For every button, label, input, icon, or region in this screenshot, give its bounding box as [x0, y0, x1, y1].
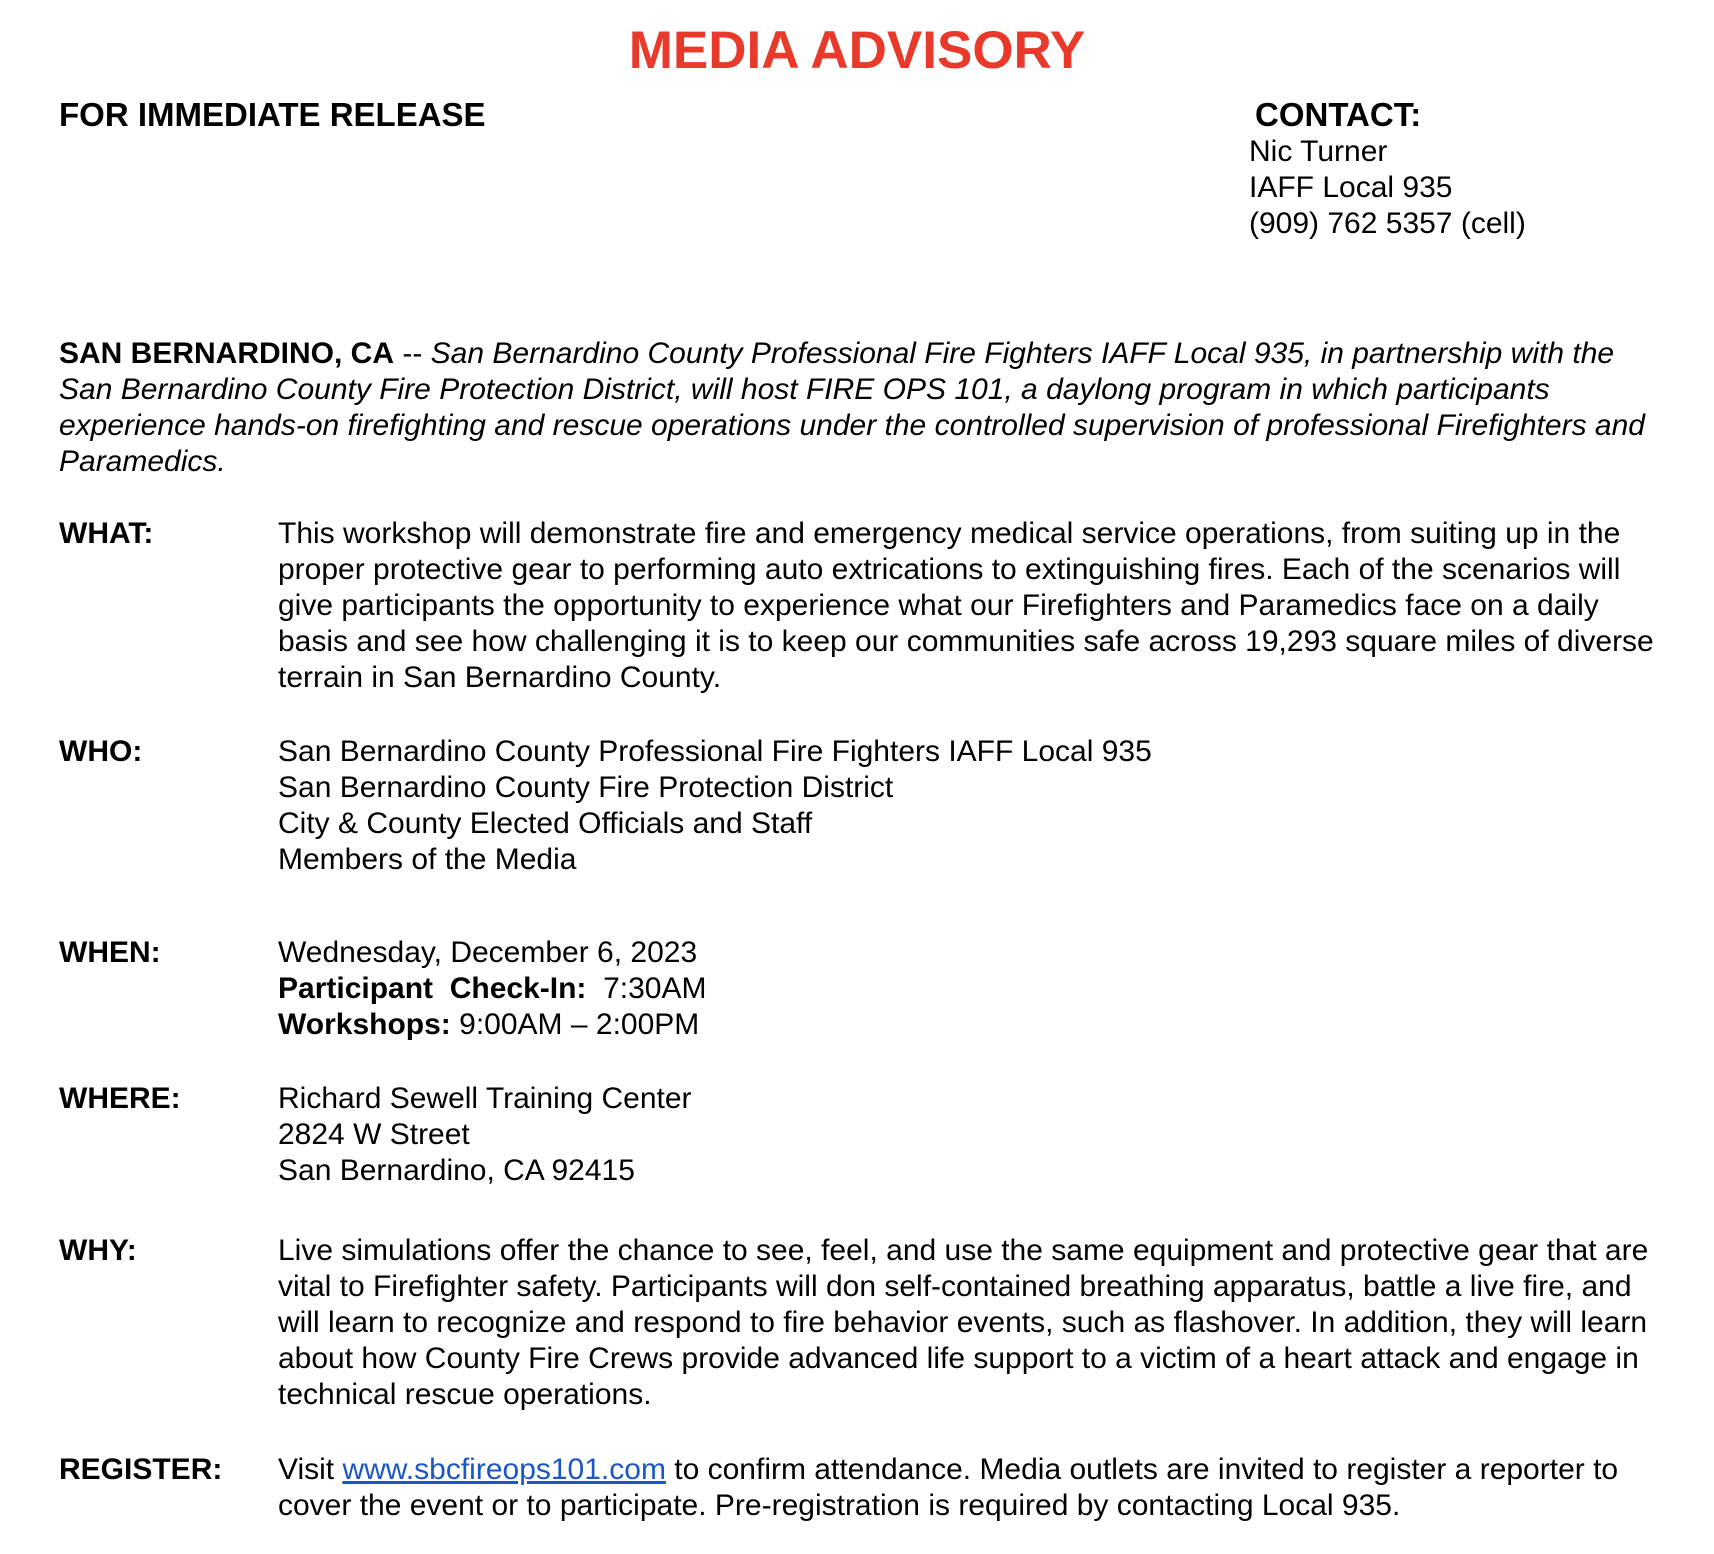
what-section [59, 516, 1669, 696]
checkin-time: 7:30AM [603, 972, 707, 1005]
contact-phone: (909) 762 5357 (cell) [1249, 207, 1526, 240]
contact-name: Nic Turner [1249, 135, 1388, 168]
what-label: WHAT: [59, 517, 154, 550]
who-line: San Bernardino County Professional Fire Fighters IAFF Local 935 [278, 735, 1152, 768]
why-text: Live simulations offer the chance to see, feel, and use the same equipment and protective gear that are vital to Firefighter safety. Participants will don self-contained breathing apparatus, battle a live fire, and will learn to recognize and respond to fire behavior events, such as flashover. In addition, they will learn about how County Fire Crews provide advanced life support to a victim of a heart attack and engage in technical rescue operations. [278, 1234, 1649, 1411]
checkin-label: Participant Check-In: [278, 972, 587, 1005]
contact-org: IAFF Local 935 [1249, 171, 1453, 204]
venue-name: Richard Sewell Training Center [278, 1082, 692, 1115]
contact-block [1249, 98, 1526, 242]
register-prefix: Visit [278, 1453, 343, 1486]
why-label: WHY: [59, 1234, 137, 1267]
where-label: WHERE: [59, 1082, 181, 1115]
workshops-label: Workshops: [278, 1008, 451, 1041]
register-section [59, 1452, 1669, 1524]
who-section [59, 734, 1669, 878]
lead-paragraph [59, 336, 1669, 480]
release-label: FOR IMMEDIATE RELEASE [59, 96, 486, 133]
who-label: WHO: [59, 735, 143, 768]
register-label: REGISTER: [59, 1453, 223, 1486]
register-text [278, 1452, 1669, 1524]
when-label: WHEN: [59, 936, 161, 969]
who-line: Members of the Media [278, 843, 577, 876]
event-date: Wednesday, December 6, 2023 [278, 936, 698, 969]
workshops-time: 9:00AM – 2:00PM [459, 1008, 700, 1041]
when-section [59, 935, 1669, 1043]
dateline-separator: -- [394, 337, 431, 370]
page-title: MEDIA ADVISORY [628, 21, 1086, 80]
registration-link[interactable]: www.sbcfireops101.com [342, 1453, 666, 1486]
venue-city: San Bernardino, CA 92415 [278, 1154, 635, 1187]
who-line: City & County Elected Officials and Staff [278, 807, 813, 840]
where-section [59, 1081, 1669, 1189]
why-section [59, 1233, 1669, 1413]
register-suffix: to confirm attendance. Media outlets are invited to register a reporter to cover the event or to participate. Pre-registration is required by contacting Local 935. [278, 1453, 1627, 1522]
venue-street: 2824 W Street [278, 1118, 470, 1151]
who-line: San Bernardino County Fire Protection District [278, 771, 894, 804]
lead-text: San Bernardino County Professional Fire Fighters IAFF Local 935, in partnership with the San Bernardino County Fire Protection District, will host FIRE OPS 101, a daylong program in which participants experience hands-on firefighting and rescue operations under the controlled supervision of professional Firefighters and Paramedics. [59, 337, 1645, 478]
contact-label: CONTACT: [1255, 96, 1422, 133]
what-text: This workshop will demonstrate fire and emergency medical service operations, from suiting up in the proper protective gear to performing auto extrications to extinguishing fires. Each of the scenarios will give participants the opportunity to experience what our Firefighters and Paramedics face on a daily basis and see how challenging it is to keep our communities safe across 19,293 square miles of diverse terrain in San Bernardino County. [278, 517, 1654, 694]
dateline: SAN BERNARDINO, CA [59, 337, 395, 370]
